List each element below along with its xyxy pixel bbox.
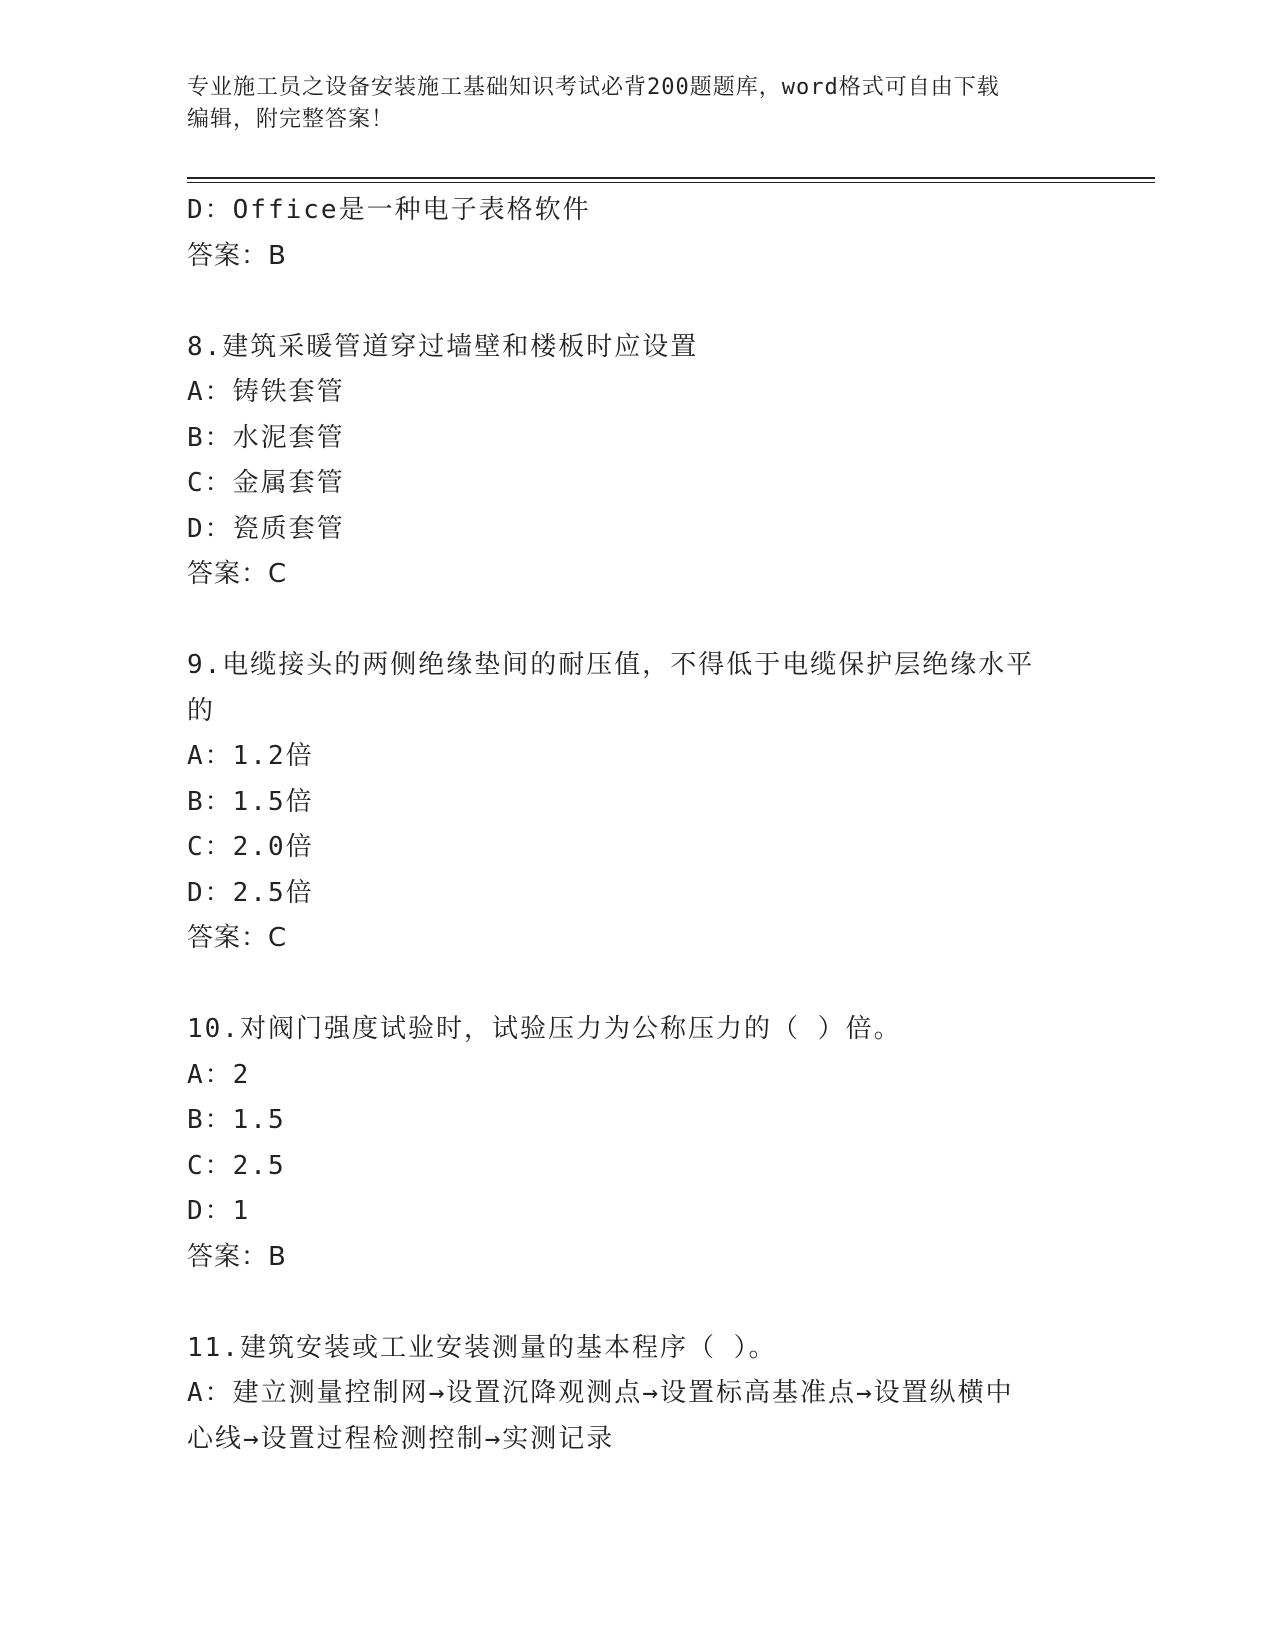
option-c: C：金属套管: [187, 468, 345, 498]
question-11: [187, 1326, 1087, 1463]
answer: 答案：C: [187, 923, 288, 953]
question-8: [187, 325, 1087, 598]
option-b: B：1.5倍: [187, 786, 314, 817]
prev-answer: 答案：B: [187, 240, 287, 271]
option-d: D：1: [187, 1196, 251, 1226]
spacer: [187, 598, 1087, 644]
question-stem: 8.建筑采暖管道穿过墙壁和楼板时应设置: [187, 331, 699, 362]
question-stem: 11.建筑安装或工业安装测量的基本程序（ ）。: [187, 1332, 777, 1363]
document-header: [187, 72, 1087, 136]
question-9: [187, 643, 1087, 962]
question-stem-line-2: 的: [187, 695, 216, 726]
spacer: [187, 279, 1087, 325]
prev-option-d: D：Office是一种电子表格软件: [187, 195, 591, 225]
answer: 答案：B: [187, 1241, 287, 1272]
option-c: C：2.5: [187, 1150, 286, 1181]
option-d: D：瓷质套管: [187, 513, 345, 544]
question-list: [187, 188, 1087, 1462]
option-b: B：水泥套管: [187, 422, 345, 453]
option-a: A：铸铁套管: [187, 377, 345, 407]
option-c: C：2.0倍: [187, 832, 314, 862]
option-a-line-1: A：建立测量控制网→设置沉降观测点→设置标高基准点→设置纵横中: [187, 1378, 1014, 1408]
header-divider-thick: [187, 177, 1155, 179]
question-stem-line-1: 9.电缆接头的两侧绝缘垫间的耐压值，不得低于电缆保护层绝缘水平: [187, 650, 1035, 680]
header-divider-thin: [187, 182, 1155, 183]
option-b: B：1.5: [187, 1105, 286, 1135]
option-a: A：1.2倍: [187, 741, 314, 771]
header-line-2: 编辑，附完整答案！: [187, 107, 395, 132]
header-line-1: 专业施工员之设备安装施工基础知识考试必背200题题库，word格式可自由下载: [187, 75, 1000, 100]
option-a: A：2: [187, 1059, 251, 1090]
spacer: [187, 1280, 1087, 1326]
spacer: [187, 962, 1087, 1008]
option-d: D：2.5倍: [187, 877, 314, 908]
question-stem: 10.对阀门强度试验时，试验压力为公称压力的（ ）倍。: [187, 1014, 902, 1044]
option-a-line-2: 心线→设置过程检测控制→实测记录: [187, 1423, 615, 1454]
answer: 答案：C: [187, 559, 288, 589]
question-10: [187, 1007, 1087, 1280]
